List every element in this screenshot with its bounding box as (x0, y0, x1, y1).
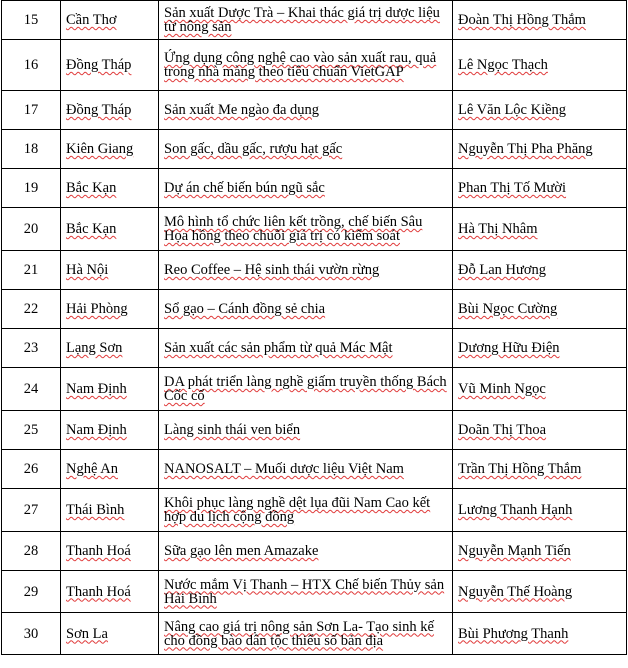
person-cell (453, 411, 627, 450)
project-cell (159, 91, 453, 130)
row-number-text: 19 (23, 180, 39, 196)
person-cell (453, 91, 627, 130)
project-cell-text: Nước mắm Vị Thanh – HTX Chế biến Thủy sản Hải Bình (164, 576, 445, 607)
table-row (2, 290, 627, 329)
province-cell-text: Nghệ An (66, 461, 118, 477)
person-cell (453, 368, 627, 411)
row-number-text: 27 (23, 502, 39, 518)
project-cell-text: Mô hình tổ chức liên kết trồng, chế biến Sâu Họa hồng theo chuỗi giá trị có kiểm soát (164, 214, 423, 244)
person-cell-text: Dương Hữu Điện (458, 340, 560, 356)
table-row (2, 169, 627, 208)
person-cell-text: Đoàn Thị Hồng Thắm (458, 12, 586, 28)
person-cell-text: Lê Ngọc Thạch (458, 57, 548, 73)
row-number-text: 29 (23, 583, 39, 600)
province-cell-text: Thanh Hoá (66, 583, 131, 600)
person-cell-text: Nguyễn Thế Hoàng (458, 583, 573, 600)
project-cell-text: Sản xuất Dược Trà – Khai thác giá trị dược liệu từ nông sản (164, 5, 440, 35)
row-number (2, 571, 61, 613)
project-cell-text: Sữa gạo lên men Amazake (164, 543, 319, 559)
table-row (2, 571, 627, 613)
document-table (1, 0, 627, 655)
table-body (2, 1, 627, 655)
table-row (2, 450, 627, 489)
province-cell (61, 450, 159, 489)
project-cell (159, 40, 453, 91)
project-cell-text: Dự án chế biến bún ngũ sắc (164, 180, 325, 196)
province-cell-text: Thanh Hoá (66, 543, 131, 559)
table-row (2, 329, 627, 368)
table-row (2, 251, 627, 290)
row-number (2, 532, 61, 571)
province-cell (61, 329, 159, 368)
province-cell-text: Sơn La (66, 625, 108, 642)
person-cell (453, 1, 627, 40)
row-number (2, 450, 61, 489)
project-cell-text: Son gấc, dầu gấc, rượu hạt gấc (164, 141, 343, 157)
province-cell (61, 208, 159, 251)
person-cell-text: Bùi Ngọc Cường (458, 301, 558, 317)
person-cell (453, 169, 627, 208)
person-cell-text: Nguyễn Thị Pha Phăng (458, 141, 593, 157)
province-cell (61, 169, 159, 208)
row-number (2, 329, 61, 368)
project-cell (159, 450, 453, 489)
person-cell (453, 208, 627, 251)
person-cell-text: Lê Văn Lộc Kiềng (458, 102, 567, 118)
province-cell-text: Hà Nội (66, 262, 109, 278)
row-number-text: 20 (23, 221, 39, 237)
row-number-text: 24 (23, 381, 39, 397)
province-cell-text: Nam Định (66, 422, 127, 438)
row-number (2, 91, 61, 130)
province-cell (61, 613, 159, 655)
table-row (2, 40, 627, 91)
person-cell (453, 450, 627, 489)
province-cell-text: Kiên Giang (66, 141, 134, 157)
province-cell (61, 411, 159, 450)
person-cell-text: Đỗ Lan Hương (458, 262, 547, 278)
person-cell (453, 290, 627, 329)
row-number (2, 368, 61, 411)
province-cell (61, 571, 159, 613)
project-cell (159, 251, 453, 290)
project-cell-text: Reo Coffee – Hệ sinh thái vườn rừng (164, 262, 380, 278)
row-number-text: 30 (23, 625, 39, 642)
province-cell-text: Cần Thơ (66, 12, 117, 28)
table-row (2, 1, 627, 40)
project-cell (159, 130, 453, 169)
province-cell-text: Đồng Tháp (66, 57, 132, 73)
project-cell (159, 411, 453, 450)
table-row (2, 613, 627, 655)
project-cell (159, 169, 453, 208)
project-cell-text: Sản xuất Me ngào đa dụng (164, 102, 320, 118)
row-number-text: 26 (23, 461, 39, 477)
row-number-text: 16 (23, 57, 39, 73)
person-cell-text: Doãn Thị Thoa (458, 422, 547, 438)
project-cell (159, 368, 453, 411)
row-number (2, 208, 61, 251)
person-cell-text: Vũ Minh Ngọc (458, 381, 546, 397)
row-number-text: 17 (23, 102, 39, 118)
province-cell (61, 290, 159, 329)
row-number (2, 411, 61, 450)
province-cell (61, 251, 159, 290)
person-cell (453, 532, 627, 571)
row-number (2, 290, 61, 329)
province-cell (61, 91, 159, 130)
table-row (2, 91, 627, 130)
table-row (2, 368, 627, 411)
province-cell-text: Hải Phòng (66, 301, 128, 317)
row-number-text: 21 (23, 262, 39, 278)
province-cell (61, 368, 159, 411)
table-row (2, 411, 627, 450)
project-cell-text: Nâng cao giá trị nông sản Sơn La- Tạo sinh kế cho đồng bào dân tộc thiểu số bản địa (164, 618, 434, 649)
project-cell-text: Ứng dụng công nghệ cao vào sản xuất rau, quả trong nhà màng theo tiêu chuẩn VietGAP (164, 50, 437, 80)
row-number-text: 25 (23, 422, 39, 438)
table-row (2, 208, 627, 251)
project-cell-text: Sổ gạo – Cánh đồng sẻ chia (164, 301, 326, 317)
province-cell (61, 40, 159, 91)
person-cell-text: Bùi Phương Thanh (458, 625, 569, 642)
table-row (2, 489, 627, 532)
row-number-text: 28 (23, 543, 39, 559)
project-cell (159, 208, 453, 251)
row-number (2, 251, 61, 290)
province-cell (61, 130, 159, 169)
row-number (2, 489, 61, 532)
person-cell (453, 130, 627, 169)
project-cell-text: DA phát triển làng nghề giấm truyền thống Bách Cốc cổ (164, 374, 447, 404)
province-cell-text: Bắc Kạn (66, 221, 117, 237)
province-cell-text: Lạng Sơn (66, 340, 123, 356)
person-cell (453, 329, 627, 368)
project-cell-text: NANOSALT – Muối dược liệu Việt Nam (164, 461, 404, 477)
project-cell (159, 532, 453, 571)
project-cell (159, 489, 453, 532)
row-number (2, 130, 61, 169)
province-cell-text: Bắc Kạn (66, 180, 117, 196)
row-number-text: 22 (23, 301, 39, 317)
person-cell-text: Nguyễn Mạnh Tiến (458, 543, 571, 559)
person-cell (453, 571, 627, 613)
project-cell (159, 329, 453, 368)
project-cell (159, 1, 453, 40)
project-cell (159, 290, 453, 329)
person-cell (453, 251, 627, 290)
person-cell-text: Hà Thị Nhâm (458, 221, 538, 237)
project-cell-text: Làng sinh thái ven biển (164, 422, 301, 438)
province-cell (61, 532, 159, 571)
row-number-text: 18 (23, 141, 39, 157)
province-cell-text: Thái Bình (66, 502, 125, 518)
row-number-text: 23 (23, 340, 39, 356)
province-cell (61, 489, 159, 532)
person-cell (453, 489, 627, 532)
table-row (2, 532, 627, 571)
table-row (2, 130, 627, 169)
project-cell-text: Khôi phục làng nghề dệt lụa đũi Nam Cao kết hợp du lịch cộng đồng (164, 495, 431, 525)
row-number (2, 613, 61, 655)
row-number (2, 169, 61, 208)
province-cell-text: Nam Định (66, 381, 127, 397)
province-cell (61, 1, 159, 40)
province-cell-text: Đồng Tháp (66, 102, 132, 118)
person-cell-text: Phan Thị Tố Mười (458, 180, 567, 196)
person-cell-text: Lương Thanh Hạnh (458, 502, 573, 518)
person-cell-text: Trần Thị Hồng Thắm (458, 461, 582, 477)
person-cell (453, 613, 627, 655)
row-number (2, 40, 61, 91)
project-cell (159, 571, 453, 613)
row-number (2, 1, 61, 40)
project-cell (159, 613, 453, 655)
project-cell-text: Sản xuất các sản phẩm từ quả Mác Mật (164, 340, 393, 356)
row-number-text: 15 (23, 12, 39, 28)
person-cell (453, 40, 627, 91)
